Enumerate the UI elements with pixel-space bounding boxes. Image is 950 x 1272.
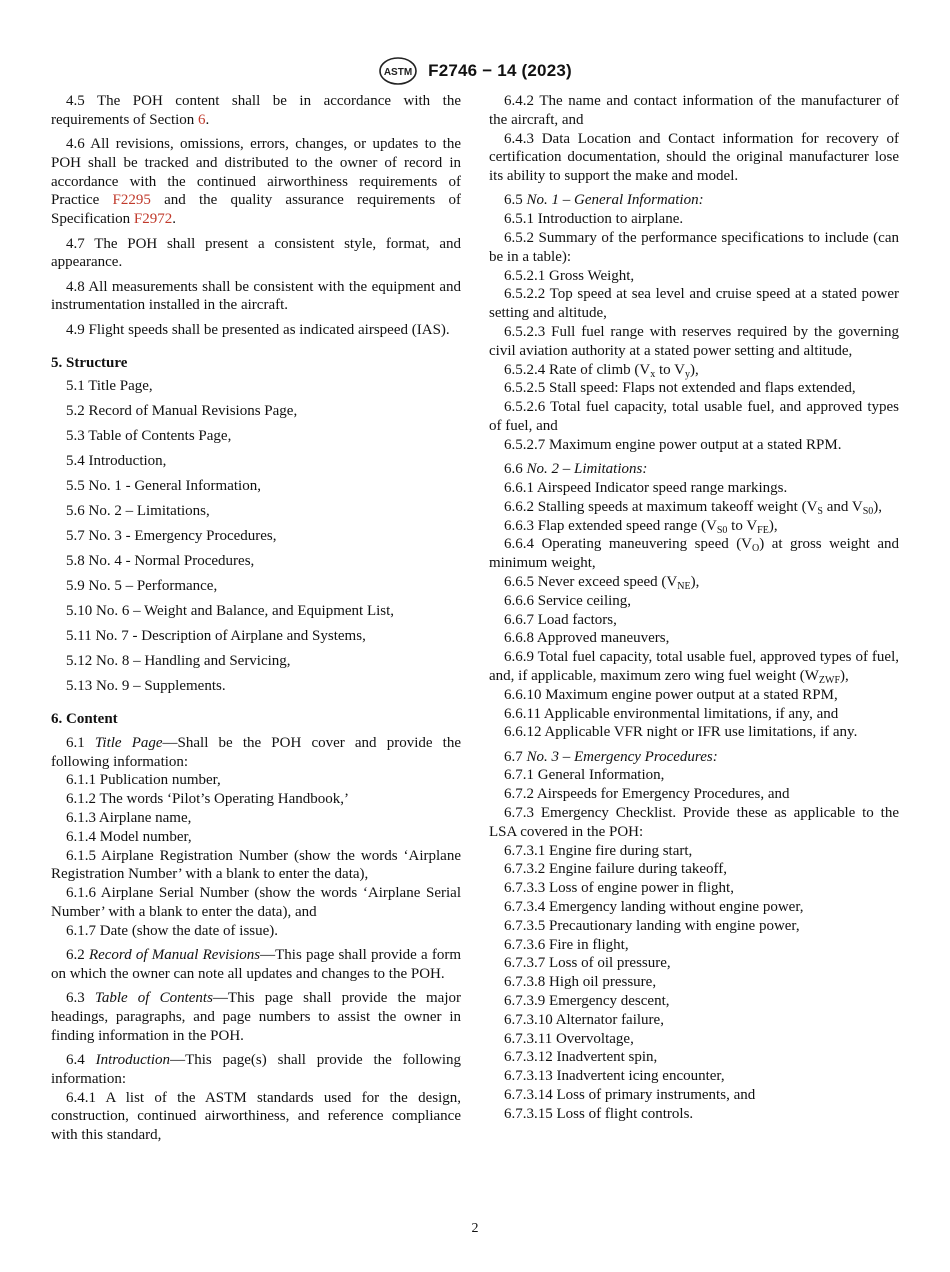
list-item: 6.7.3.14 Loss of primary instruments, and xyxy=(504,1086,756,1103)
left-column xyxy=(51,92,461,1145)
page-number: 2 xyxy=(471,1221,479,1236)
list-item: 6.7.3.10 Alternator failure, xyxy=(504,1011,664,1028)
paragraph-6-6-7: 6.6.7 Load factors, xyxy=(504,611,617,628)
list-item: 5.7 No. 3 - Emergency Procedures, xyxy=(66,528,277,545)
paragraph-6-4-3: 6.4.3 Data Location and Contact information for recovery of certification documentation, should the original manufacturer lose its ability to support the make and model. xyxy=(489,130,899,185)
list-item: 5.12 No. 8 – Handling and Servicing, xyxy=(66,653,291,670)
paragraph-4-6: 4.6 All revisions, omissions, errors, changes, or updates to the POH shall be tracked and distributed to the owner of record in accordance with the continued airworthiness requirements of Practice F2295 and the quality assurance requirements of Specification F2972. xyxy=(51,136,461,228)
paragraph-6-3: 6.3 Table of Contents—This page shall provide the major headings, paragraphs, and page numbers to assist the owner in finding information in the POH. xyxy=(51,990,461,1044)
list-item: 5.1 Title Page, xyxy=(66,378,153,395)
paragraph-6-2: 6.2 Record of Manual Revisions—This page shall provide a form on which the owner can note all updates and changes to the POH. xyxy=(51,947,462,982)
list-item: 5.4 Introduction, xyxy=(66,453,167,470)
list-item: 5.2 Record of Manual Revisions Page, xyxy=(66,403,298,420)
paragraph-6-1: 6.1 Title Page—Shall be the POH cover and provide the following information: xyxy=(51,734,461,770)
list-item: 6.7.3.12 Inadvertent spin, xyxy=(504,1049,658,1066)
list-item: 6.7.3.13 Inadvertent icing encounter, xyxy=(504,1068,725,1085)
list-item: 6.7.3.15 Loss of flight controls. xyxy=(504,1105,694,1122)
list-item: 5.8 No. 4 - Normal Procedures, xyxy=(66,553,255,570)
paragraph-6-7-3: 6.7.3 Emergency Checklist. Provide these as applicable to the LSA covered in the POH: xyxy=(489,804,899,840)
list-item: 5.6 No. 2 – Limitations, xyxy=(66,503,210,520)
paragraph-6-5-2-5: 6.5.2.5 Stall speed: Flaps not extended and flaps extended, xyxy=(504,380,856,397)
list-item: 6.7.3.2 Engine failure during takeoff, xyxy=(504,861,727,878)
paragraph-4-8: 4.8 All measurements shall be consistent with the equipment and instrumentation installed in the aircraft. xyxy=(51,278,461,314)
section-6-link[interactable]: 6 xyxy=(198,111,206,128)
list-item: 5.5 No. 1 - General Information, xyxy=(66,478,261,495)
paragraph-6-6-11: 6.6.11 Applicable environmental limitations, if any, and xyxy=(504,705,839,722)
paragraph-6-6-3: 6.6.3 Flap extended speed range ($V_{S0}$ to $V_{FE}$), xyxy=(504,517,778,536)
paragraph-6-4: 6.4 Introduction—This page(s) shall provide the following information: xyxy=(51,1052,462,1087)
list-item: 6.7.3.8 High oil pressure, xyxy=(504,974,657,991)
right-column xyxy=(489,92,899,1124)
paragraph-6-5-2-6: 6.5.2.6 Total fuel capacity, total usable fuel, and approved types of fuel, and xyxy=(489,399,899,435)
list-item: 6.1.3 Airplane name, xyxy=(66,809,192,826)
paragraph-6-7-1: 6.7.1 General Information, xyxy=(504,767,665,784)
paragraph-6-5-2-4: 6.5.2.4 Rate of climb ($V_x$ to $V_y$), xyxy=(504,361,699,380)
paragraph-6-6-10: 6.6.10 Maximum engine power output at a stated RPM, xyxy=(504,686,838,703)
paragraph-6-5-2-2: 6.5.2.2 Top speed at sea level and cruise speed at a stated power setting and altitude, xyxy=(489,286,899,322)
paragraph-6-6: 6.6 No. 2 – Limitations: xyxy=(504,461,648,478)
paragraph-6-5-2: 6.5.2 Summary of the performance specifications to include (can be in a table): xyxy=(489,230,899,265)
list-item: 5.9 No. 5 – Performance, xyxy=(66,578,218,595)
paragraph-6-5-2-1: 6.5.2.1 Gross Weight, xyxy=(504,267,635,284)
list-item: 5.13 No. 9 – Supplements. xyxy=(66,678,226,695)
paragraph-6-5: 6.5 No. 1 – General Information: xyxy=(504,192,704,209)
page-header xyxy=(0,56,950,86)
list-item: 6.7.3.11 Overvoltage, xyxy=(504,1030,634,1047)
list-item: 6.1.6 Airplane Serial Number (show the words ‘Airplane Serial Number’ with a blank to enter the data), and xyxy=(51,885,461,920)
structure-list xyxy=(51,377,461,696)
paragraph-6-6-8: 6.6.8 Approved maneuvers, xyxy=(504,630,670,647)
paragraph-6-6-5: 6.6.5 Never exceed speed $(V_{NE})$, xyxy=(504,573,700,592)
list-item: 6.1.1 Publication number, xyxy=(66,772,221,789)
paragraph-6-7-2: 6.7.2 Airspeeds for Emergency Procedures, and xyxy=(504,786,790,803)
paragraph-6-4-2: 6.4.2 The name and contact information of the manufacturer of the aircraft, and xyxy=(489,93,899,128)
f2972-link[interactable]: F2972 xyxy=(133,211,173,228)
list-item: 6.1.5 Airplane Registration Number (show the words ‘Airplane Registration Number’ with a blank to enter the data), xyxy=(51,847,461,883)
paragraph-6-6-4: 6.6.4 Operating maneuvering speed $(V_O)$ at gross weight and minimum weight, xyxy=(489,536,899,572)
paragraph-6-5-2-3: 6.5.2.3 Full fuel range with reserves required by the governing civil aviation authority at a stated power setting and altitude, xyxy=(489,324,899,359)
paragraph-6-6-9: 6.6.9 Total fuel capacity, total usable fuel, approved types of fuel, and, if applicable, maximum zero wing fuel weight $(W_{ZWF})$, xyxy=(489,649,899,686)
paragraph-6-6-1: 6.6.1 Airspeed Indicator speed range markings. xyxy=(504,479,788,496)
document-designation: F2746 − 14 (2023) xyxy=(428,61,572,80)
list-item: 6.1.7 Date (show the date of issue). xyxy=(66,922,279,939)
section-5-heading: 5. Structure xyxy=(51,354,128,371)
list-item: 6.1.4 Model number, xyxy=(66,828,192,845)
paragraph-4-5: 4.5 The POH content shall be in accordance with the requirements of Section 6. xyxy=(51,93,461,128)
list-item: 6.7.3.9 Emergency descent, xyxy=(504,992,670,1009)
section-6-heading: 6. Content xyxy=(51,710,118,727)
list-item: 6.7.3.5 Precautionary landing with engine power, xyxy=(504,917,800,934)
paragraph-4-9: 4.9 Flight speeds shall be presented as indicated airspeed (IAS). xyxy=(66,321,450,338)
list-item: 5.10 No. 6 – Weight and Balance, and Equipment List, xyxy=(66,603,395,620)
list-item: 6.7.3.7 Loss of oil pressure, xyxy=(504,955,671,972)
paragraph-6-6-12: 6.6.12 Applicable VFR night or IFR use limitations, if any. xyxy=(504,724,858,741)
list-item: 5.3 Table of Contents Page, xyxy=(66,428,232,445)
list-item: 6.7.3.6 Fire in flight, xyxy=(504,936,629,953)
list-item: 6.7.3.1 Engine fire during start, xyxy=(504,842,693,859)
paragraph-6-6-6: 6.6.6 Service ceiling, xyxy=(504,592,632,609)
list-item: 6.7.3.3 Loss of engine power in flight, xyxy=(504,880,734,897)
paragraph-6-4-1: 6.4.1 A list of the ASTM standards used for the design, construction, continued airworthiness, and reference compliance with this standard, xyxy=(51,1089,461,1144)
paragraph-4-7: 4.7 The POH shall present a consistent style, format, and appearance. xyxy=(51,235,461,271)
svg-text:ASTM: ASTM xyxy=(383,67,413,78)
paragraph-6-6-2: 6.6.2 Stalling speeds at maximum takeoff weight ($V_S$ and $V_{S0}$), xyxy=(504,498,883,517)
astm-logo-icon xyxy=(378,56,418,86)
list-item: 5.11 No. 7 - Description of Airplane and Systems, xyxy=(66,628,366,645)
list-item: 6.1.2 The words ‘Pilot’s Operating Handbook,’ xyxy=(66,791,350,808)
paragraph-6-5-1: 6.5.1 Introduction to airplane. xyxy=(504,211,684,228)
f2295-link[interactable]: F2295 xyxy=(112,192,151,209)
paragraph-6-7: 6.7 No. 3 – Emergency Procedures: xyxy=(504,748,718,765)
paragraph-6-5-2-7: 6.5.2.7 Maximum engine power output at a stated RPM. xyxy=(504,436,842,453)
list-item: 6.7.3.4 Emergency landing without engine power, xyxy=(504,898,804,915)
